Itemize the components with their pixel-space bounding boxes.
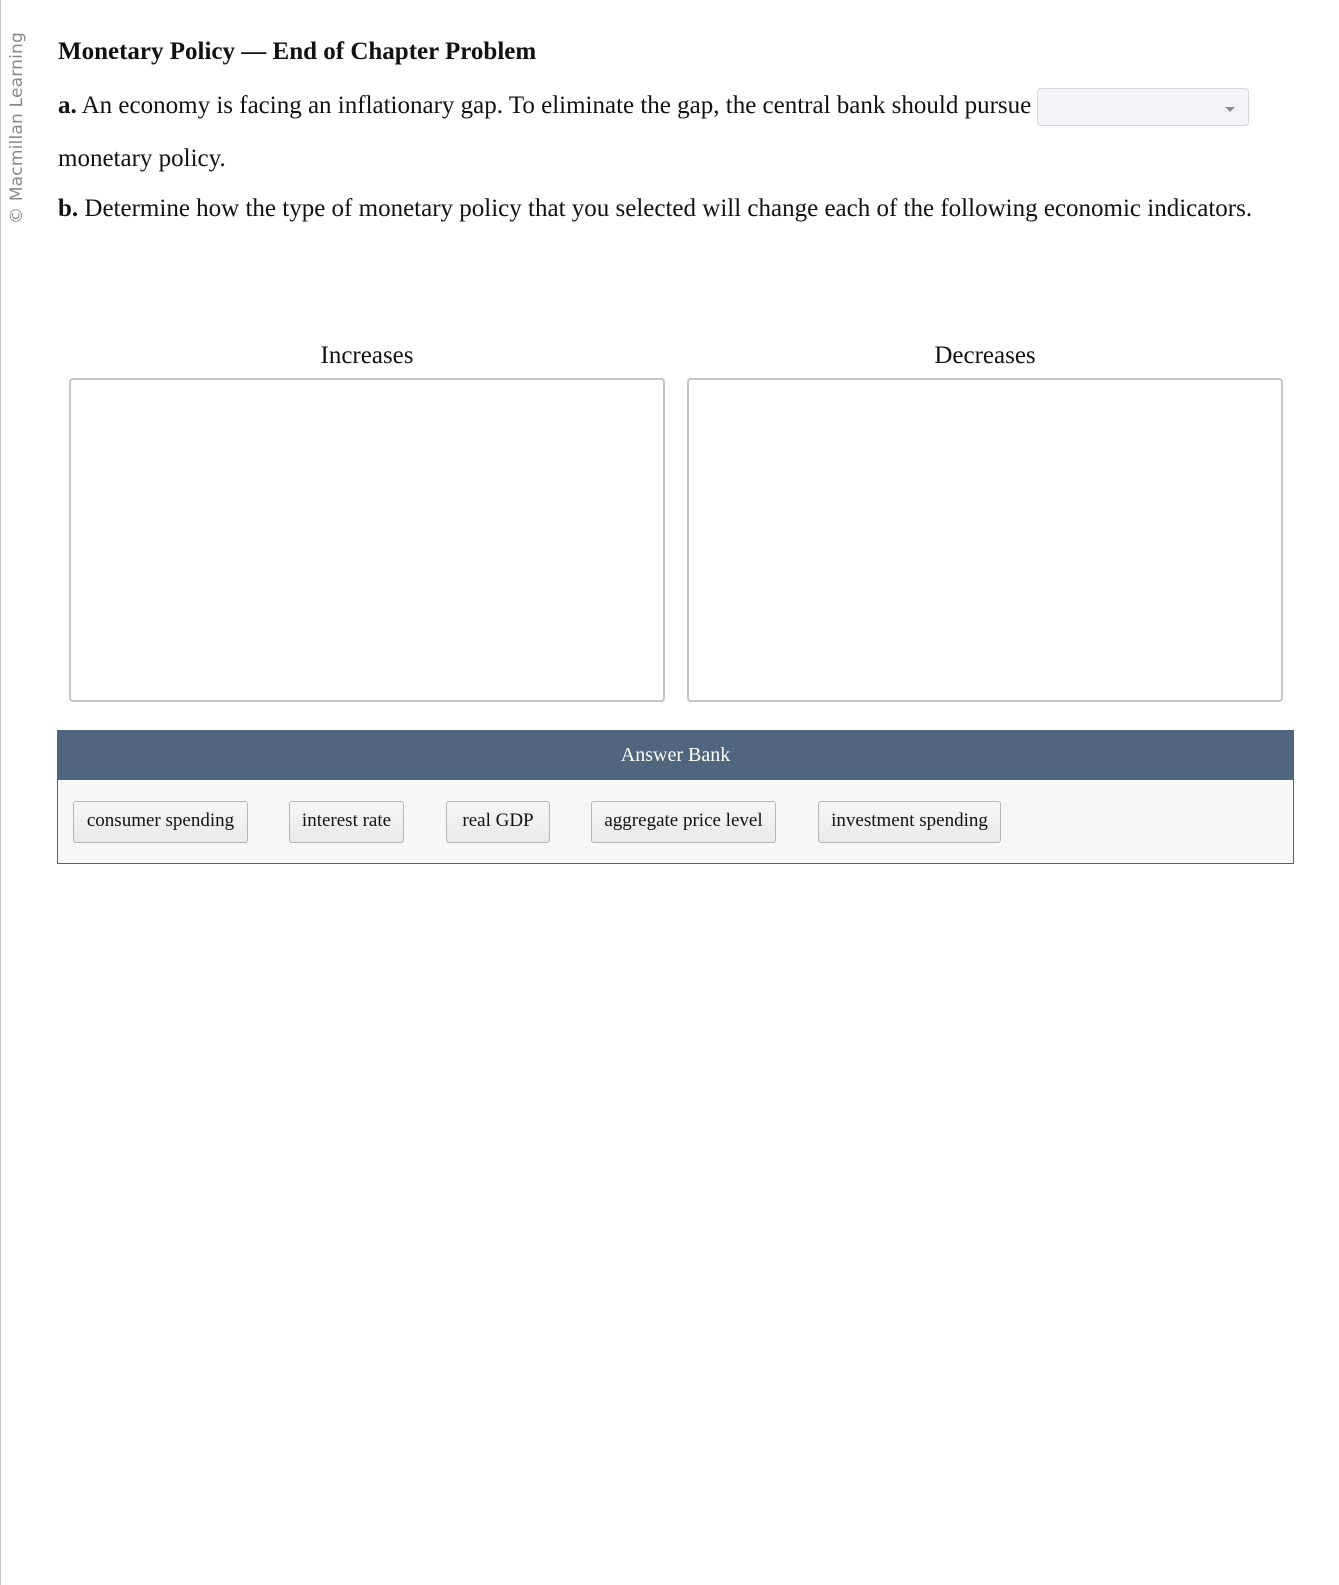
question-b-text: Determine how the type of monetary policy that you selected will change each of the following economic indicators. (78, 195, 1253, 222)
copyright-watermark: © Macmillan Learning (7, 32, 27, 224)
answer-bank (57, 730, 1294, 864)
question-a (58, 88, 1288, 172)
policy-type-dropdown[interactable] (1037, 88, 1249, 126)
question-a-text: An economy is facing an inflationary gap. To eliminate the gap, the central bank should pursue (76, 92, 1032, 119)
chevron-down-icon (1225, 107, 1235, 112)
answer-chip-investment-spending[interactable]: investment spending (818, 801, 1001, 843)
answer-chip-consumer-spending[interactable]: consumer spending (73, 801, 248, 843)
question-b-label: b. (58, 195, 79, 222)
answer-chip-aggregate-price-level[interactable]: aggregate price level (591, 801, 776, 843)
question-a-label: a. (58, 92, 77, 119)
left-border (0, 0, 1, 1585)
decreases-drop-zone[interactable] (687, 378, 1283, 702)
question-a-text-continued: monetary policy. (58, 145, 226, 172)
increases-heading: Increases (320, 342, 414, 369)
decreases-heading: Decreases (934, 342, 1036, 369)
question-b (58, 191, 1252, 227)
answer-chip-real-gdp[interactable]: real GDP (446, 801, 550, 843)
page-title: Monetary Policy — End of Chapter Problem (58, 38, 537, 65)
answer-bank-title: Answer Bank (58, 731, 1293, 780)
increases-drop-zone[interactable] (69, 378, 665, 702)
answer-chip-interest-rate[interactable]: interest rate (289, 801, 404, 843)
